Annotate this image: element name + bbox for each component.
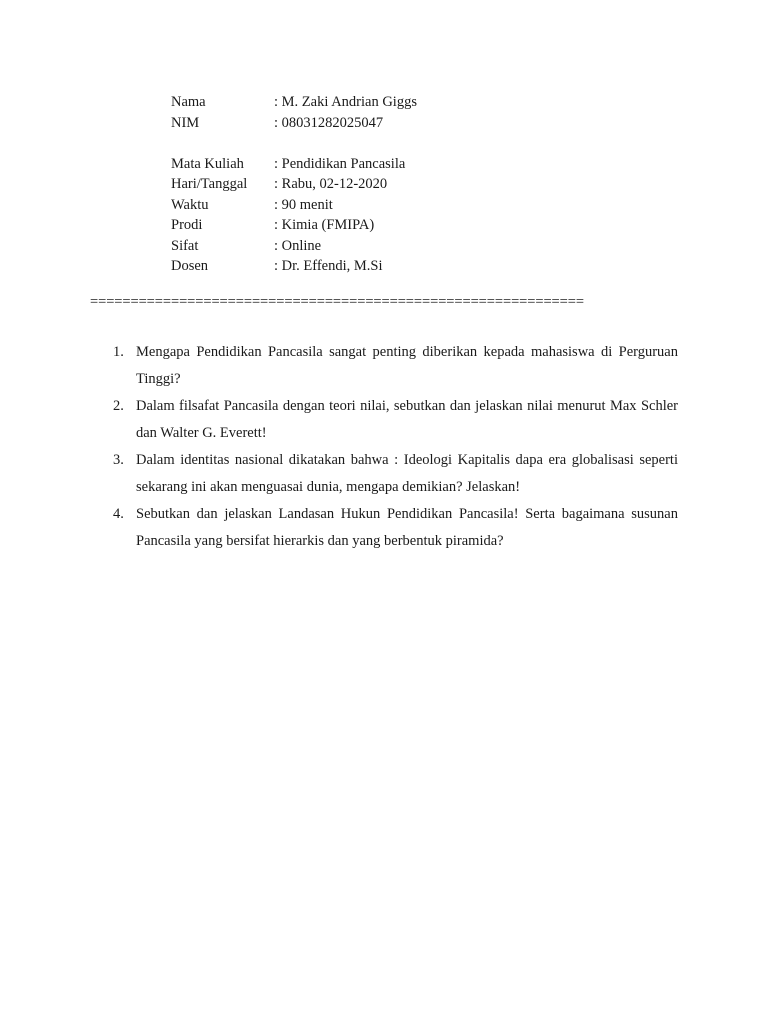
info-value: : Kimia (FMIPA) <box>274 217 375 233</box>
question-number: 1. <box>113 344 124 360</box>
info-label: Dosen <box>171 258 209 274</box>
info-label: NIM <box>171 114 200 131</box>
question-number: 3. <box>113 452 124 468</box>
info-row-sifat <box>171 236 417 257</box>
question-item <box>108 339 678 393</box>
info-value: : Online <box>274 237 322 254</box>
question-list <box>108 339 678 555</box>
info-value: : Pendidikan Pancasila <box>274 155 406 172</box>
info-label: Hari/Tanggal <box>171 176 248 192</box>
info-value: : Dr. Effendi, M.Si <box>274 258 383 274</box>
info-value: : 08031282025047 <box>274 114 384 131</box>
info-spacer <box>171 133 417 154</box>
question-text: Dalam filsafat Pancasila dengan teori nilai, sebutkan dan jelaskan nilai menurut Max Schler dan Walter G. Everett! <box>136 398 678 441</box>
question-text: Dalam identitas nasional dikatakan bahwa : Ideologi Kapitalis dapa era globalisasi seperti sekarang ini akan menguasai dunia, mengapa demikian? Jelaskan! <box>136 452 678 495</box>
info-row-mata-kuliah <box>171 154 417 175</box>
info-row-nim <box>171 113 417 134</box>
info-row-waktu <box>171 195 417 216</box>
separator-line: ============================================================= <box>90 294 584 310</box>
question-number: 4. <box>113 506 124 522</box>
student-info-block <box>171 92 417 277</box>
info-value: : 90 menit <box>274 196 333 213</box>
info-row-dosen <box>171 256 417 277</box>
question-item <box>108 447 678 501</box>
info-label: Mata Kuliah <box>171 155 244 172</box>
info-row-hari-tanggal <box>171 174 417 195</box>
question-text: Sebutkan dan jelaskan Landasan Hukun Pendidikan Pancasila! Serta bagaimana susunan Pancasila yang bersifat hierarkis dan yang berbentuk piramida? <box>136 506 678 549</box>
info-row-prodi <box>171 215 417 236</box>
info-label: Waktu <box>171 196 209 213</box>
info-value: : M. Zaki Andrian Giggs <box>274 94 417 110</box>
question-item <box>108 393 678 447</box>
info-value: : Rabu, 02-12-2020 <box>274 176 388 192</box>
info-label: Prodi <box>171 217 203 233</box>
question-item <box>108 501 678 555</box>
question-text: Mengapa Pendidikan Pancasila sangat penting diberikan kepada mahasiswa di Perguruan Tinggi? <box>136 344 678 387</box>
info-label: Sifat <box>171 237 199 254</box>
info-row-nama <box>171 92 417 113</box>
question-number: 2. <box>113 398 124 414</box>
info-label: Nama <box>171 94 206 110</box>
